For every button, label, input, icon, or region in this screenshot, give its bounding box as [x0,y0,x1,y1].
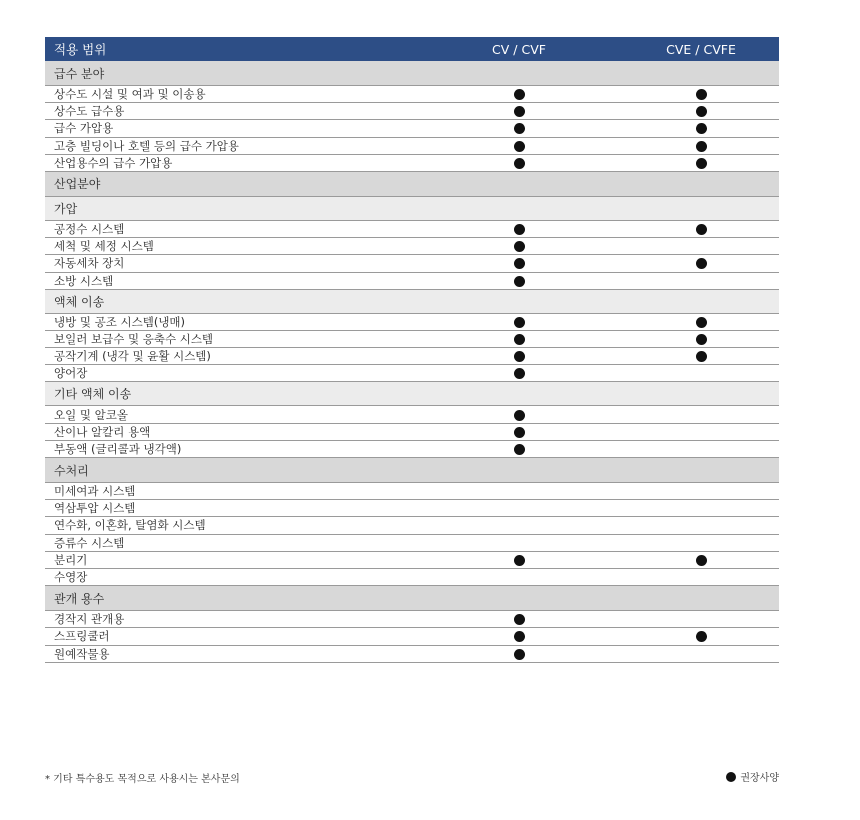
section-row [45,586,779,611]
recommended-dot-icon [514,276,525,287]
cve-cvfe-cell [623,349,779,363]
recommended-dot-icon [514,224,525,235]
cv-cvf-cell [415,239,623,253]
table-row [45,331,779,348]
cv-cvf-cell [415,256,623,270]
recommended-dot-icon [514,410,525,421]
recommended-dot-icon [514,89,525,100]
recommended-dot-icon [514,368,525,379]
cv-cvf-cell [415,349,623,363]
recommended-dot-icon [696,106,707,117]
row-label: 급수 분야 [54,66,105,81]
cv-cvf-cell [415,87,623,101]
cve-cvfe-cell [623,222,779,236]
recommended-dot-icon [726,772,736,782]
recommended-dot-icon [514,123,525,134]
row-label: 가압 [54,201,78,216]
header-cv-cvf: CV / CVF [492,41,546,57]
row-label: 고층 빌딩이나 호텔 등의 급수 가압용 [54,138,239,153]
table-row [45,406,779,423]
cv-cvf-cell [415,156,623,170]
table-row [45,238,779,255]
recommended-dot-icon [514,351,525,362]
cv-cvf-cell [415,332,623,346]
footer-note: * 기타 특수용도 목적으로 사용시는 본사문의 [45,774,240,785]
legend-label: 권장사양 [740,773,779,784]
recommended-dot-icon [514,317,525,328]
row-label: 경작지 관개용 [54,612,125,627]
row-label: 연수화, 이혼화, 탈염화 시스템 [54,518,206,533]
table-row [45,611,779,628]
row-label: 관개 용수 [54,591,105,606]
table-row [45,86,779,103]
row-label: 수처리 [54,463,89,478]
cv-cvf-cell [415,222,623,236]
row-label: 공작기계 (냉각 및 윤활 시스템) [54,349,211,364]
recommended-dot-icon [514,649,525,660]
recommended-dot-icon [514,141,525,152]
recommended-dot-icon [514,631,525,642]
table-row [45,552,779,569]
recommended-dot-icon [696,89,707,100]
cv-cvf-cell [415,121,623,135]
table-header [45,37,779,61]
subsection-row [45,382,779,406]
cve-cvfe-cell [623,104,779,118]
cve-cvfe-cell [623,256,779,270]
row-label: 자동세차 장치 [54,256,125,271]
row-label: 액체 이송 [54,294,105,309]
header-scope: 적용 범위 [54,42,107,57]
recommended-dot-icon [696,158,707,169]
recommended-dot-icon [696,351,707,362]
recommended-dot-icon [514,158,525,169]
cve-cvfe-cell [623,87,779,101]
cv-cvf-cell [415,553,623,567]
cv-cvf-cell [415,274,623,288]
subsection-row [45,197,779,221]
recommended-dot-icon [514,241,525,252]
row-label: 냉방 및 공조 시스템(냉매) [54,314,186,329]
cve-cvfe-cell [623,315,779,329]
table-row [45,483,779,500]
recommended-dot-icon [696,258,707,269]
cv-cvf-cell [415,612,623,626]
table-row [45,500,779,517]
cve-cvfe-cell [623,139,779,153]
cve-cvfe-cell [623,553,779,567]
section-row [45,458,779,483]
recommended-dot-icon [514,427,525,438]
table-body [45,61,779,663]
recommended-dot-icon [696,334,707,345]
row-label: 증류수 시스템 [54,535,125,550]
cve-cvfe-cell [623,121,779,135]
row-label: 산이나 알칼리 용액 [54,424,151,439]
table-row [45,221,779,238]
row-label: 분리기 [54,552,88,567]
cv-cvf-cell [415,442,623,456]
table-row [45,348,779,365]
table-row [45,628,779,645]
row-label: 미세여과 시스템 [54,484,136,499]
table-row [45,314,779,331]
cv-cvf-cell [415,366,623,380]
table-row [45,517,779,534]
row-label: 스프링쿨러 [54,629,110,644]
table-row [45,138,779,155]
recommended-dot-icon [696,141,707,152]
cv-cvf-cell [415,139,623,153]
legend [726,769,779,784]
row-label: 상수도 시설 및 여과 및 이송용 [54,87,206,102]
recommended-dot-icon [696,555,707,566]
recommended-dot-icon [514,614,525,625]
row-label: 역삼투압 시스템 [54,501,136,516]
cv-cvf-cell [415,408,623,422]
row-label: 상수도 급수용 [54,104,125,119]
recommended-dot-icon [696,123,707,134]
cv-cvf-cell [415,104,623,118]
section-row [45,172,779,197]
row-label: 오일 및 알코올 [54,407,128,422]
table-row [45,535,779,552]
table-row [45,569,779,586]
row-label: 세척 및 세정 시스템 [54,239,154,254]
table-row [45,155,779,172]
recommended-dot-icon [514,334,525,345]
recommended-dot-icon [514,555,525,566]
table-row [45,120,779,137]
cv-cvf-cell [415,315,623,329]
row-label: 기타 액체 이송 [54,387,132,402]
row-label: 소방 시스템 [54,273,114,288]
recommended-dot-icon [696,631,707,642]
cve-cvfe-cell [623,629,779,643]
row-label: 수영장 [54,570,88,585]
recommended-dot-icon [514,258,525,269]
cv-cvf-cell [415,629,623,643]
recommended-dot-icon [696,224,707,235]
cve-cvfe-cell [623,156,779,170]
header-cve-cvfe: CVE / CVFE [666,41,736,57]
row-label: 부동액 (글리콜과 냉각액) [54,441,182,456]
table-row [45,424,779,441]
cve-cvfe-cell [623,332,779,346]
table-row [45,103,779,120]
row-label: 양어장 [54,366,88,381]
row-label: 공정수 시스템 [54,222,125,237]
application-table [45,37,779,663]
cv-cvf-cell [415,425,623,439]
section-row [45,61,779,86]
table-row [45,255,779,272]
row-label: 산업용수의 급수 가압용 [54,155,173,170]
table-row [45,441,779,458]
table-row [45,365,779,382]
recommended-dot-icon [696,317,707,328]
recommended-dot-icon [514,444,525,455]
table-row [45,273,779,290]
row-label: 보일러 보급수 및 응축수 시스템 [54,331,214,346]
subsection-row [45,290,779,314]
row-label: 산업분야 [54,177,101,192]
table-row [45,646,779,663]
cv-cvf-cell [415,647,623,661]
recommended-dot-icon [514,106,525,117]
row-label: 원예작물용 [54,646,110,661]
row-label: 급수 가압용 [54,121,114,136]
